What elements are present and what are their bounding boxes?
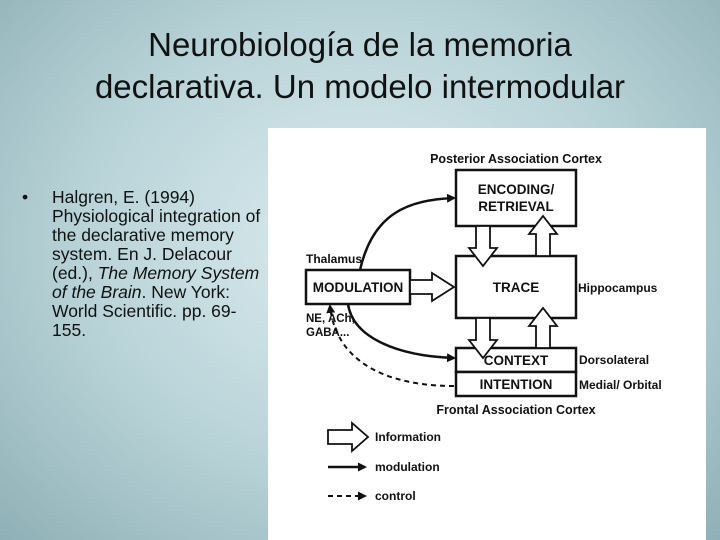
reference-text [52,188,267,340]
thalamus-label: Thalamus [306,252,363,266]
encoding-box [456,170,576,226]
context-label: CONTEXT [483,353,549,368]
memory-model-diagram [268,128,706,540]
medial-orbital-label: Medial/ Orbital [579,378,662,392]
neurotransmitters-label-1: NE, ACh, [306,313,355,325]
title-line-2: declarativa. Un modelo intermodular [94,68,626,105]
bullet-marker: • [22,187,29,207]
diagram-panel [268,128,706,540]
posterior-cortex-label: Posterior Association Cortex [430,152,602,166]
legend-modulation-label: modulation [375,460,440,474]
hippocampus-label: Hippocampus [578,281,658,295]
reference-book-title: The Memory System of the Brain [52,263,260,302]
reference-bullet [22,188,267,340]
legend-information-label: Information [375,430,441,444]
slide-title [0,24,720,108]
retrieval-label: RETRIEVAL [478,199,554,214]
neurotransmitters-label-2: GABA... [306,327,350,339]
legend-information-arrow [328,423,368,451]
dorsolateral-label: Dorsolateral [579,353,650,367]
modulation-arc-to-context [348,304,454,358]
frontal-cortex-label: Frontal Association Cortex [436,403,596,417]
arrow-modulation-to-trace [410,273,454,301]
legend-control-label: control [375,489,416,503]
encoding-label: ENCODING/ [477,182,555,197]
modulation-arc-to-encoding [360,198,454,270]
reference-text-a: Halgren, E. (1994) Physiological integration of the declarative memory system. En J. Delacour (ed.), [52,187,261,283]
trace-label: TRACE [492,280,540,295]
reference-text-b: . New York: World Scientific. pp. 69-155. [52,282,237,340]
intention-label: INTENTION [479,377,553,392]
legend [328,423,441,503]
title-line-1: Neurobiología de la memoria [148,26,572,63]
modulation-label: MODULATION [312,280,404,295]
